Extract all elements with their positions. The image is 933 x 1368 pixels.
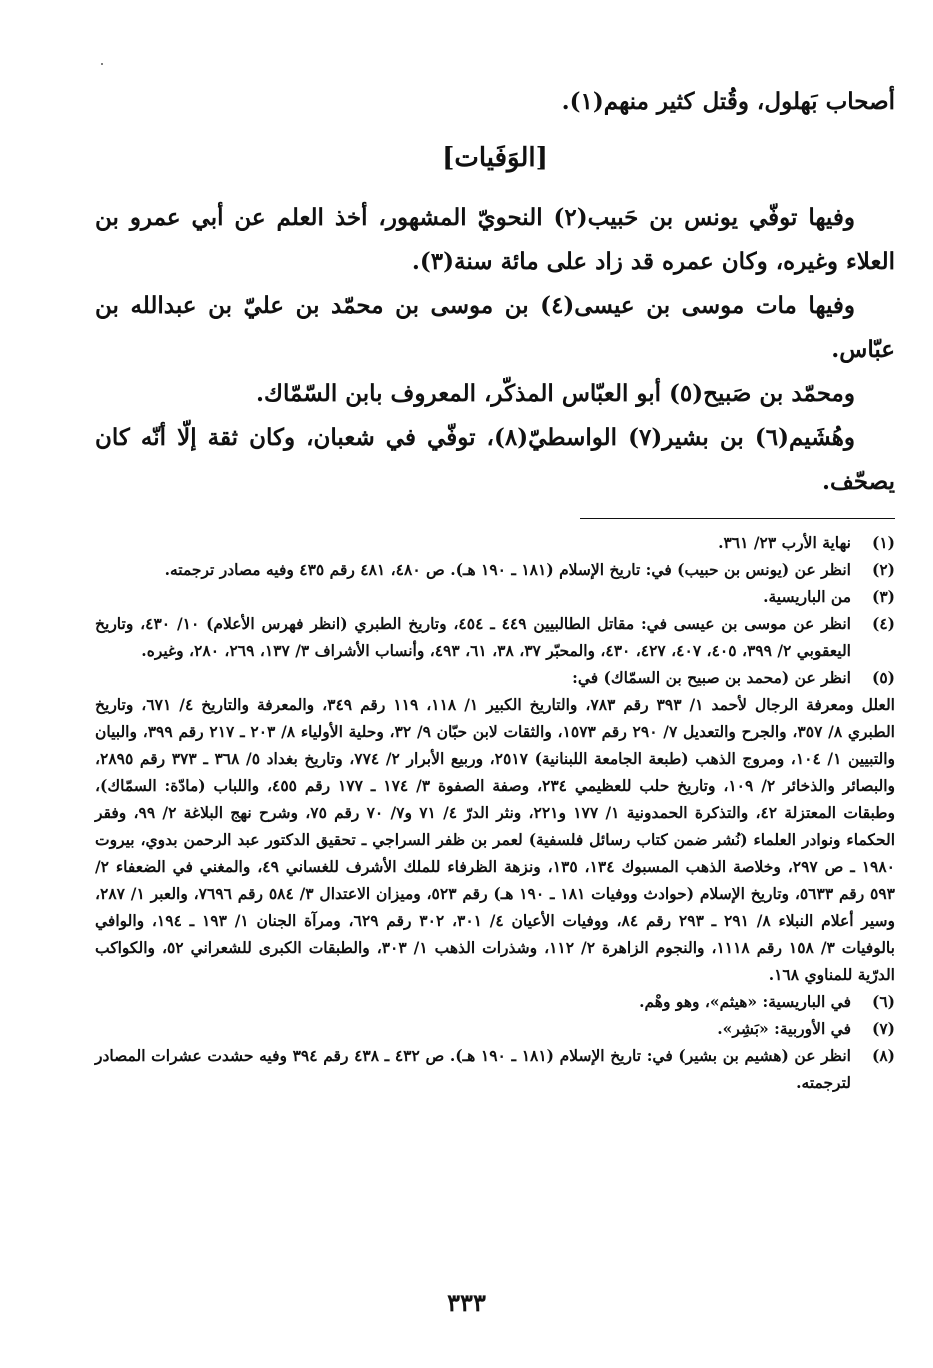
footnote-divider [580,518,895,519]
footnote-6 [95,988,895,1015]
footnote-number: (٦) [871,992,895,1011]
paragraph-musa: وفيها مات موسى بن عيسى(٤) بن موسى بن محمّد بن عليّ بن عبدالله بن عبّاس. [95,292,895,363]
footnote-number: (٧) [871,1019,895,1038]
footnote-text: من الباريسية. [763,587,851,606]
footnote-number: (٢) [871,560,895,579]
footnote-5-body: العلل ومعرفة الرجال لأحمد ١/ ٣٩٣ رقم ٧٨٣، والتاريخ الكبير ١/ ١١٨، ١١٩ رقم ٣٤٩، والمعرفة والتاريخ ٤/ ٦٧١، وتاريخ الطبري ٨/ ٣٥٧، والجرح والتعديل ٧/ ٢٩٠ رقم ١٥٧٣، والثقات لابن حبّان ٩/ ٣٢، وحلية الأولياء ٨/ ٢٠٣ ـ ٢١٧ رقم ٣٩٩، والبيان والتبيين ١/ ١٠٤، ومروج الذهب (طبعة الجامعة اللبنانية) ٢٥١٧، وربيع الأبرار ٢/ ٧٧٤، وتاريخ بغداد ٥/ ٣٦٨ ـ ٣٧٣ رقم ٢٨٩٥، والبصائر والذخائر ٢/ ١٠٩، وتاريخ حلب للعظيمي ٢٣٤، وصفة الصفوة ٣/ ١٧٤ ـ ١٧٧ رقم ٤٥٥، واللباب (مادّة: السمّاك)، وطبقات المعتزلة ٤٢، والتذكرة الحمدونية ١/ ١٧٧ و٢٢١، ونثر الدرّ ٤/ ٧١ و٧/ ٧٠ رقم ٧٥، وشرح نهج البلاغة ٢/ ٩٩، وفقر الحكماء ونوادر العلماء (نُشر ضمن كتاب رسائل فلسفية) لعمر بن ظفر السراجي ـ تحقيق الدكتور عبد الرحمن بدوي، بيروت ١٩٨٠ ـ ص ٢٩٧، وخلاصة الذهب المسبوك ١٣٤، ١٣٥، ونزهة الظرفاء للملك الأشرف للغساني ٤٩، والمغني في الضعفاء ٢/ ٥٩٣ رقم ٥٦٣٣، وتاريخ الإسلام (حوادث ووفيات ١٨١ ـ ١٩٠ هـ) رقم ٥٢٣، وميزان الاعتدال ٣/ ٥٨٤ رقم ٧٦٩٦، والعبر ١/ ٢٨٧، وسير أعلام النبلاء ٨/ ٢٩١ ـ ٢٩٣ رقم ٨٤، ووفيات الأعيان ٤/ ٣٠١، ٣٠٢ رقم ٦٢٩، ومرآة الجنان ١/ ١٩٣ ـ ١٩٤، والوافي بالوفيات ٣/ ١٥٨ رقم ١١١٨، والنجوم الزاهرة ٢/ ١١٢، وشذرات الذهب ١/ ٣٠٣، والطبقات الكبرى للشعراني ٥٢، والكواكب الدرّية للمناوي ١٦٨. [95,695,896,984]
footnote-number: (٨) [871,1046,895,1065]
footnote-number: (٣) [871,587,895,606]
stray-dot [101,63,103,65]
page-body [95,80,895,1096]
footnote-number: (٤) [871,614,895,633]
line-top: أصحاب بَهلول، وقُتل كثير منهم(١). [561,88,895,115]
footnote-text: نهاية الأرب ٢٣/ ٣٦١. [718,533,851,552]
footnote-number: (١) [871,533,895,552]
footnote-7 [95,1015,895,1042]
footnote-text: انظر عن (محمد بن صبيح بن السمّاك) في: [572,668,851,687]
footnote-1 [95,529,895,556]
paragraph-ibn-sammak: ومحمّد بن صَبيح(٥) أبو العبّاس المذكّر، المعروف بابن السّمّاك. [256,380,855,407]
footnote-text: في الباريسية: «هيثم»، وهو وهْم. [639,992,851,1011]
footnote-4 [95,610,895,664]
footnote-8 [95,1042,895,1096]
footnote-2 [95,556,895,583]
footnotes [95,529,895,1096]
footnote-3 [95,583,895,610]
paragraph-yunus: وفيها توفّي يونس بن حَبيب(٢) النحويّ المشهور، أخذ العلم عن أبي عمرو بن العلاء وغيره، وكان عمره قد زاد على مائة سنة(٣). [95,204,895,275]
footnote-5 [95,664,895,691]
paragraph-hushaym: وهُشَيم(٦) بن بشير(٧) الواسطيّ(٨)، توفّي في شعبان، وكان ثقة إلّا أنّه كان يصحّف. [95,424,895,495]
main-text [95,80,895,504]
page-number: ٣٣٣ [447,1288,486,1317]
footnote-text: في الأوربية: «بَشِر». [717,1019,851,1038]
footnote-text: انظر عن موسى بن عيسى في: مقاتل الطالبيين ٤٤٩ ـ ٤٥٤، وتاريخ الطبري (انظر فهرس الأعلام) ١٠/ ٤٣٠، وتاريخ اليعقوبي ٢/ ٣٩٩، ٤٠٥، ٤٠٧، ٤٢٧، ٤٣٠، والمحبّر ٣٧، ٣٨، ٦١، ٤٩٣، وأنساب الأشراف ٣/ ١٣٧، ٢٦٩، ٢٨٠، وغيره. [95,614,851,660]
footnote-text: انظر عن (هشيم بن بشير) في: تاريخ الإسلام (١٨١ ـ ١٩٠ هـ). ص ٤٣٢ ـ ٤٣٨ رقم ٣٩٤ وفيه حشدت عشرات المصادر لترجمته. [95,1046,851,1092]
section-heading: [الوَفَيات] [442,143,548,173]
footnote-text: انظر عن (يونس بن حبيب) في: تاريخ الإسلام (١٨١ ـ ١٩٠ هـ). ص ٤٨٠، ٤٨١ رقم ٤٣٥ وفيه مصادر ترجمته. [164,560,851,579]
footnote-number: (٥) [871,668,895,687]
